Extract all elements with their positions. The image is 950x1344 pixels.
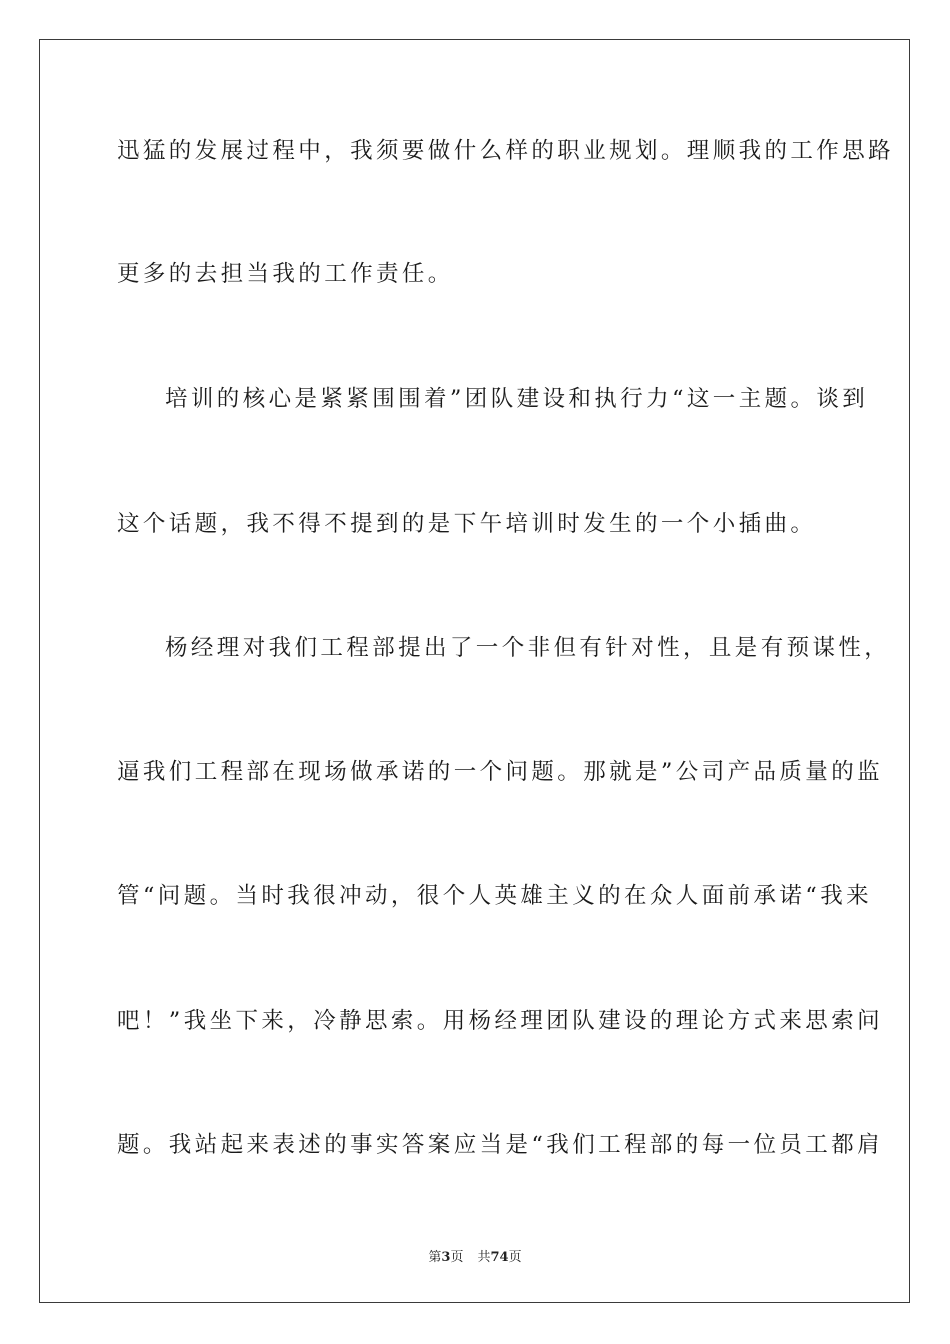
page-prefix: 第 [428,1250,442,1265]
total-pages: 74 [490,1250,509,1265]
text-line: 更多的去担当我的工作责任。 [117,261,454,287]
text-line: 逼我们工程部在现场做承诺的一个问题。那就是”公司产品质量的监 [117,759,884,785]
text-line: 管“问题。当时我很冲动，很个人英雄主义的在众人面前承诺“我来 [117,883,873,909]
paragraph-first-line: 培训的核心是紧紧围围着”团队建设和执行力“这一主题。谈到 [165,386,869,412]
text-line: 这个话题，我不得不提到的是下午培训时发生的一个小插曲。 [117,511,817,537]
page-number: 3 [441,1250,451,1265]
text-line: 吧！”我坐下来，冷静思索。用杨经理团队建设的理论方式来思索问 [117,1008,884,1034]
total-suffix: 页 [508,1250,522,1265]
page-footer [0,1249,950,1267]
text-line: 迅猛的发展过程中，我须要做什么样的职业规划。理顺我的工作思路 [117,138,895,164]
total-prefix: 共 [477,1250,491,1265]
page-suffix: 页 [450,1250,464,1265]
page-border [39,39,910,1303]
paragraph-first-line: 杨经理对我们工程部提出了一个非但有针对性，且是有预谋性， [165,635,891,661]
text-line: 题。我站起来表述的事实答案应当是“我们工程部的每一位员工都肩 [117,1132,884,1158]
